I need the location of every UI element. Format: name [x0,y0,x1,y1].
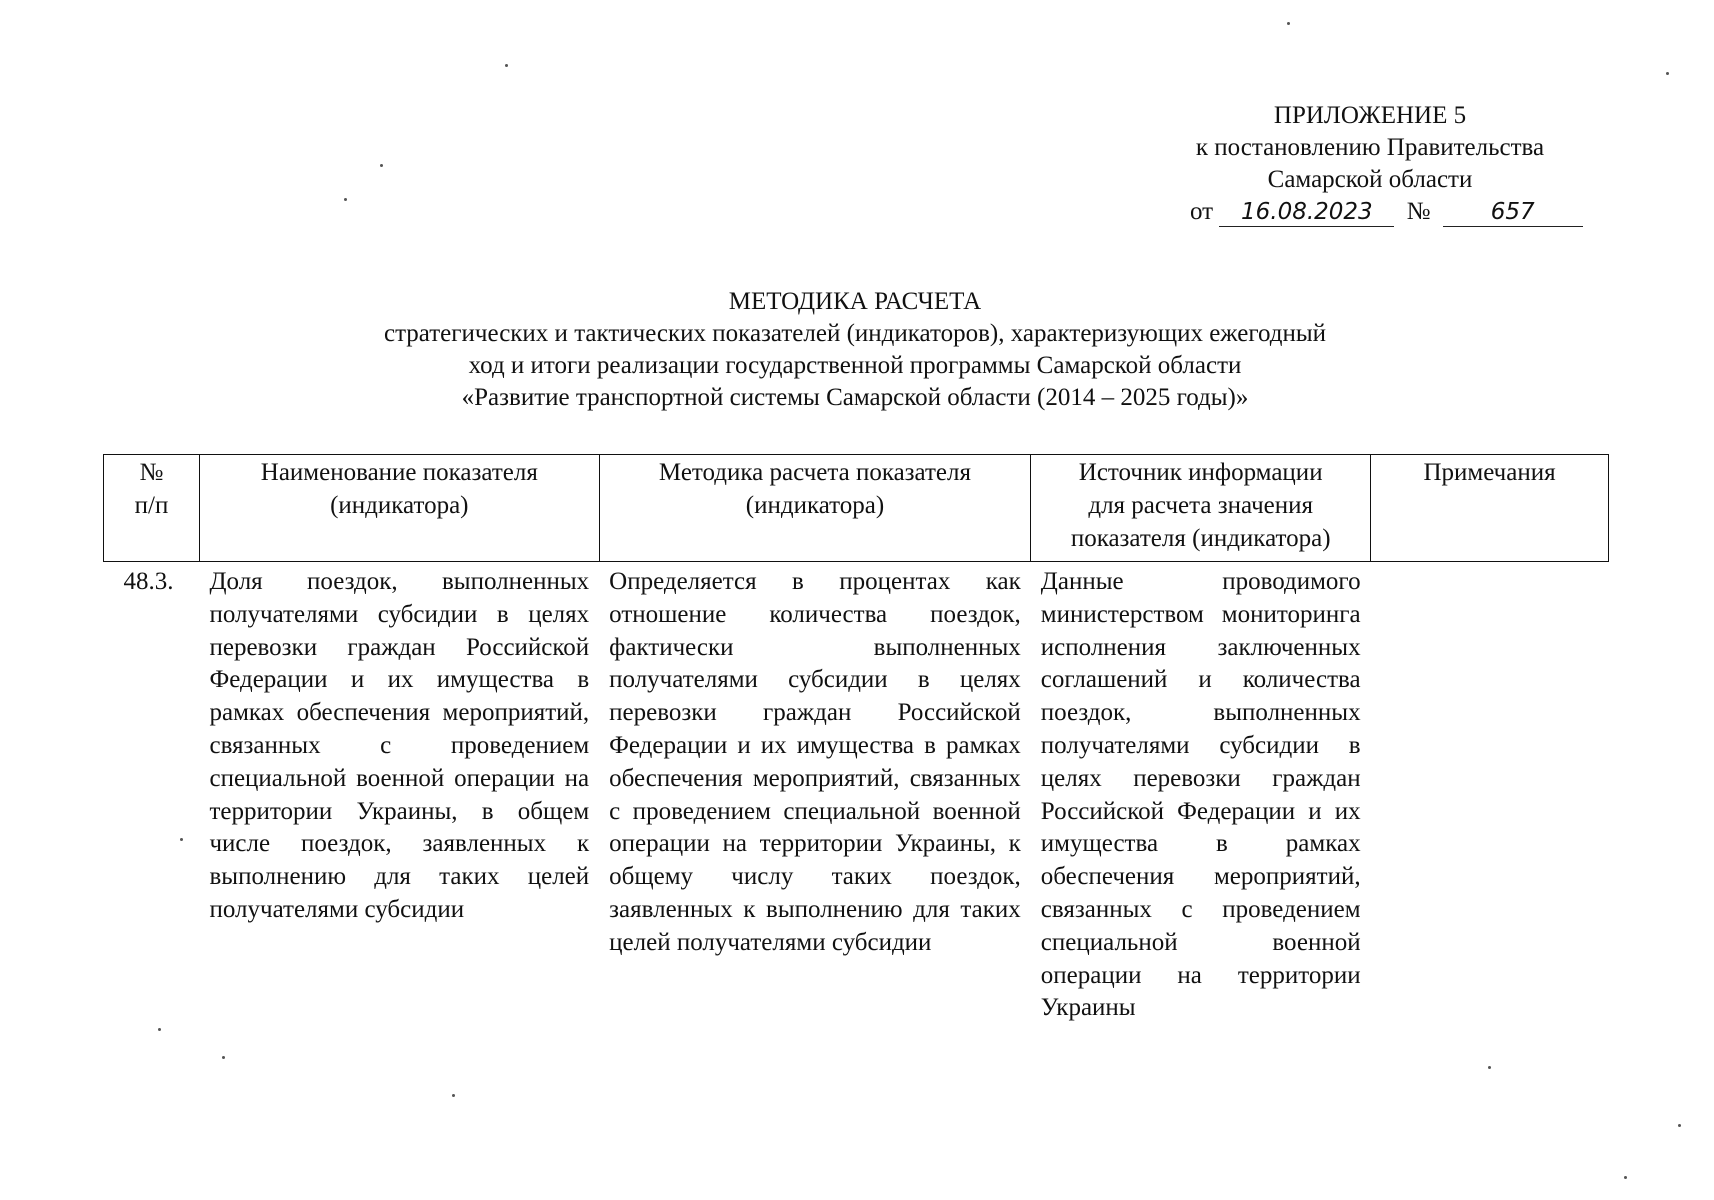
header-notes [1371,455,1609,562]
scan-speck [344,198,347,201]
row-information-source: Данные проводимого министерством мониторинга исполнения заключенных соглашений и количества поездок, выполненных получателями субсидии в целях перевозки граждан Российской Федерации и их имущества в рамках обеспечения мероприятий, связанных с проведением специальной военной операции на территории Украины [1040,568,1361,1022]
table-row [104,562,1609,1026]
appendix-region-line: Самарской области [1267,166,1473,193]
handwritten-number: 657 [1443,198,1583,227]
header-information-source-line-1: Источник информации [1078,459,1323,486]
subtitle-line-2: ход и итоги реализации государственной программы Самарской области [468,352,1242,379]
number-prefix: № [1406,198,1431,225]
row-indicator-name: Доля поездок, выполненных получателями субсидии в целях перевозки граждан Российской Федерации и их имущества в рамках обеспечения мероприятий, связанных с проведением специальной военной операции на территории Украины, в общем числе поездок, заявленных к выполнению для таких целей получателями субсидии [209,568,590,923]
from-prefix: от [1190,198,1214,225]
header-calculation-method-line-2: (индикатора) [745,491,885,519]
appendix-label: ПРИЛОЖЕНИЕ 5 [1273,102,1467,129]
scan-speck [380,164,383,167]
indicator-table [103,454,1609,1025]
header-information-source-line-2: для расчета значения [1088,491,1314,519]
document-title: МЕТОДИКА РАСЧЕТА [728,288,982,315]
scan-speck [1678,1124,1681,1127]
scan-speck [180,838,183,841]
scan-speck [1287,22,1290,25]
header-notes-label: Примечания [1423,459,1556,486]
table-header-row [104,455,1609,562]
scan-speck [452,1094,455,1097]
scan-speck [1624,1176,1627,1179]
header-indicator-name-line-2: (индикатора) [330,491,469,519]
header-calculation-method [599,455,1031,562]
scan-speck [1666,72,1669,75]
header-calculation-method-line-1: Методика расчета показателя [658,459,972,486]
header-number [104,455,200,562]
row-calculation-method: Определяется в процентах как отношение количества поездок, фактически выполненных получателями субсидии в целях перевозки граждан Российской Федерации и их имущества в рамках обеспечения мероприятий, связанных с проведением специальной военной операции на территории Украины, к общему числу таких поездок, заявленных к выполнению для таких целей получателями субсидии [609,568,1021,956]
appendix-block [1160,100,1580,228]
appendix-date-line [1160,196,1580,228]
header-indicator-name-line-1: Наименование показателя [260,459,538,486]
scan-speck [158,1028,161,1031]
handwritten-date: 16.08.2023 [1219,198,1394,227]
scan-speck [1488,1066,1491,1069]
title-block [250,286,1460,414]
header-information-source-line-3: показателя (индикатора) [1070,524,1331,552]
header-number-symbol: № [139,459,164,486]
scan-speck [505,64,508,67]
row-notes [1371,562,1609,1026]
subtitle-line-1: стратегических и тактических показателей (индикаторов), характеризующих ежегодный [383,320,1327,347]
appendix-resolution-line: к постановлению Правительства [1195,134,1545,161]
row-number: 48.3. [123,568,174,595]
header-indicator-name [199,455,599,562]
header-number-abbr: п/п [134,491,169,519]
header-information-source [1031,455,1371,562]
subtitle-line-3: «Развитие транспортной системы Самарской области (2014 – 2025 годы)» [461,384,1249,411]
scan-speck [222,1056,225,1059]
